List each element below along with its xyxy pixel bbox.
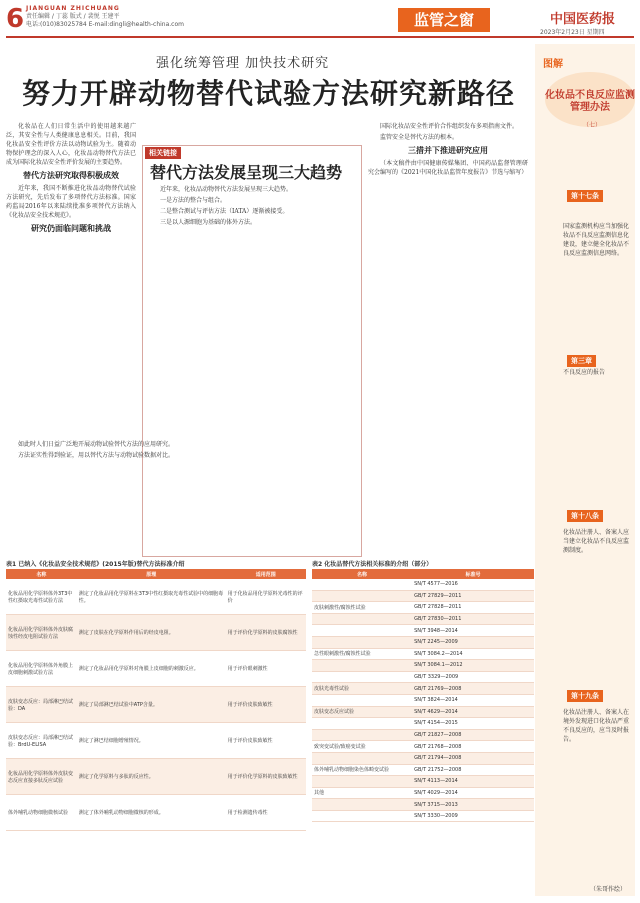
table-cell: SN/T 4029—2014 xyxy=(412,787,534,799)
table-cell: 体外哺乳动物细胞染色体畸变试验 xyxy=(312,764,412,776)
table-row xyxy=(312,683,534,695)
sidebar-title-line1: 化妆品不良反应监测 xyxy=(545,90,635,101)
editors: 责任编辑 / 丁蕊 版式 / 裴悦 王建平 xyxy=(26,13,120,20)
sidebar-item-label: 第三章 xyxy=(567,355,596,367)
table-cell: SN/T 3330—2009 xyxy=(412,810,534,822)
table-cell: GB/T 21752—2008 xyxy=(412,764,534,776)
table-cell: 化妆品用化学原料体外皮肤腐蚀性经皮电阻试验方法 xyxy=(6,615,77,651)
table-row xyxy=(312,810,534,822)
article-headline: 努力开辟动物替代试验方法研究新路径 xyxy=(22,77,516,110)
table-cell: SN/T 4154—2015 xyxy=(412,718,534,730)
paragraph: 近年来，我国不断推进化妆品动物替代试验方法研究，先后发布了多项替代方法标准。国家药监局2016年以来陆续批准多项替代方法纳入《化妆品安全技术规范》。 xyxy=(6,185,136,219)
table-row xyxy=(312,671,534,683)
table-cell: 用于评价化学原料的皮肤致敏性 xyxy=(226,759,306,795)
table-cell: 测定了皮肤在化学原料作用后的经皮电阻。 xyxy=(77,615,226,651)
sidebar-item-label: 第十八条 xyxy=(567,510,603,522)
table-cell: 用于化妆品用化学原料光毒性的评价 xyxy=(226,579,306,615)
date-line: 2023年2月23日 星期四 xyxy=(540,29,605,36)
table-cell: GB/T 21794—2008 xyxy=(412,752,534,764)
sidebar-item-text: 国家监测机构应当加强化妆品不良反应监测信息化建设，建立健全化妆品不良反应监测信息网络。 xyxy=(563,223,630,257)
paragraph: 一是方法的整合与组合。 xyxy=(160,197,227,204)
paragraph: 二是整合测试与评估方法（IATA）逐渐被接受。 xyxy=(160,208,289,215)
table1-caption: 表1 已纳入《化妆品安全技术规范》(2015年版)替代方法标准介绍 xyxy=(6,561,185,568)
table-cell xyxy=(312,776,412,788)
table-cell xyxy=(312,613,412,625)
paragraph: 近年来，化妆品动物替代方法发展呈现三大趋势。 xyxy=(160,186,293,193)
table-cell: SN/T 3715—2013 xyxy=(412,799,534,811)
table-cell: 体外哺乳动物细胞微核试验 xyxy=(6,795,77,831)
table-cell: 用于评价眼刺激性 xyxy=(226,651,306,687)
paragraph: 方法证实性得到验证，用以替代方法与动物试验数据对比。 xyxy=(18,452,175,459)
table-cell: 测定了化妆品用化学原料对角膜上皮细胞的刺激反应。 xyxy=(77,651,226,687)
contact: 电话:(010)83025784 E-mail:dingli@health-china.com xyxy=(26,21,184,28)
table-header: 名称 xyxy=(6,569,77,579)
table-cell: SN/T 4113—2014 xyxy=(412,776,534,788)
table-cell: SN/T 4577—2016 xyxy=(412,579,534,590)
table-cell xyxy=(312,729,412,741)
table-cell: 用于检测遗传毒性 xyxy=(226,795,306,831)
table-row xyxy=(312,590,534,602)
table-cell: 化妆品用化学原料体外角膜上皮细胞刺激试验方法 xyxy=(6,651,77,687)
sidebar-title xyxy=(545,72,635,127)
table-cell: 用于评价化学原料的皮肤腐蚀性 xyxy=(226,615,306,651)
table-cell: GB/T 3329—2009 xyxy=(412,671,534,683)
table-row xyxy=(312,764,534,776)
table-cell: SN/T 3948—2014 xyxy=(412,625,534,637)
paragraph: 化妆品在人们日常生活中的使用越来越广泛，其安全性与人类健康息息相关。目前，我国化妆品安全性评价方法以动物试验为主。随着动物保护理念的深入人心，化妆品动物替代方法已成为国际化妆品安全性评价发展的主要趋势。 xyxy=(6,123,136,166)
table-row xyxy=(6,651,306,687)
page-header xyxy=(0,0,640,38)
table-cell xyxy=(312,799,412,811)
sidebar-item-text: 化妆品注册人、备案人在境外发现进口化妆品严重不良反应的，应当及时报告。 xyxy=(563,709,630,743)
table-cell: GB/T 21768—2008 xyxy=(412,741,534,753)
section-title: 监管之窗 xyxy=(398,8,490,32)
paragraph: 如此时人们日益广泛地开展动物试验替代方法的应用研究。 xyxy=(18,441,175,448)
section-heading: 三措并下推进研究应用 xyxy=(408,145,488,155)
table-cell: GB/T 27830—2011 xyxy=(412,613,534,625)
header-divider xyxy=(6,36,634,38)
table-row xyxy=(6,759,306,795)
table-cell: 测定了化妆品用化学原料在3T3中性红摄取光毒性试验中的细胞毒性。 xyxy=(77,579,226,615)
table-row xyxy=(312,776,534,788)
table-cell: SN/T 4629—2014 xyxy=(412,706,534,718)
table-cell: SN/T 3824—2014 xyxy=(412,694,534,706)
table-row xyxy=(312,660,534,672)
table-row xyxy=(312,636,534,648)
table-row xyxy=(312,706,534,718)
sidebar-item-label: 第十九条 xyxy=(567,690,603,702)
table-row xyxy=(312,729,534,741)
table-cell: 皮肤变态反应：局部淋巴结试验：BrdU-ELISA xyxy=(6,723,77,759)
table-cell: SN/T 3084.2—2014 xyxy=(412,648,534,660)
table-row xyxy=(312,625,534,637)
article-column-4 xyxy=(368,122,528,562)
table2 xyxy=(312,569,534,822)
table-cell: GB/T 27828—2011 xyxy=(412,602,534,614)
table-cell xyxy=(312,590,412,602)
table-header: 适用范围 xyxy=(226,569,306,579)
sidebar-title-line2: 管理办法 xyxy=(570,102,610,113)
paragraph: （本文稿件由中国健康传媒集团、中国药品监督管理研究会编写的《2021中国化妆品监管年度报告》节选与缩写） xyxy=(368,160,528,176)
section-heading: 研究仍面临问题和挑战 xyxy=(31,223,111,233)
sidebar-author: （朱哥作绘） xyxy=(590,886,627,893)
section-heading: 替代方法研究取得积极成效 xyxy=(23,170,119,180)
table-row xyxy=(6,795,306,831)
table-cell xyxy=(312,752,412,764)
table-header: 原理 xyxy=(77,569,226,579)
table-cell: 测定了淋巴结细胞增殖情况。 xyxy=(77,723,226,759)
sidebar-item-text: 不良反应的报告 xyxy=(563,369,606,376)
table2-caption: 表2 化妆品替代方法相关标准的介绍（部分） xyxy=(312,561,433,568)
table-cell xyxy=(312,625,412,637)
table-cell: 致突变试验/致癌变试验 xyxy=(312,741,412,753)
table-cell: 测定了化学原料与多肽的反应性。 xyxy=(77,759,226,795)
sidebar-panel xyxy=(535,44,635,896)
table-cell: 用于评价皮肤致敏性 xyxy=(226,687,306,723)
table-row xyxy=(6,615,306,651)
table1 xyxy=(6,569,306,831)
table-cell: 皮肤刺激性/腐蚀性试验 xyxy=(312,602,412,614)
page-number: 6 xyxy=(6,4,25,34)
table-row xyxy=(6,723,306,759)
editor-info xyxy=(26,5,184,29)
sidebar-tag: 图解 xyxy=(543,59,563,70)
table-row xyxy=(312,602,534,614)
sidebar-series-number: （七） xyxy=(583,122,602,129)
table-row xyxy=(312,752,534,764)
table-cell xyxy=(312,694,412,706)
table-header: 名称 xyxy=(312,569,412,579)
table-row xyxy=(6,579,306,615)
related-link-tag: 相关链接 xyxy=(145,147,181,159)
table-cell: GB/T 21827—2008 xyxy=(412,729,534,741)
table-cell xyxy=(312,660,412,672)
table-cell: 化妆品用化学原料体外3T3中性红摄取光毒性试验方法 xyxy=(6,579,77,615)
table-cell: SN/T 2245—2009 xyxy=(412,636,534,648)
table-row xyxy=(312,741,534,753)
sidebar-item-label: 第十七条 xyxy=(567,190,603,202)
table-cell: GB/T 27829—2011 xyxy=(412,590,534,602)
table-cell xyxy=(312,718,412,730)
article-subtitle: 强化统筹管理 加快技术研究 xyxy=(156,56,330,71)
table-cell: 急性眼刺激性/腐蚀性试验 xyxy=(312,648,412,660)
paragraph: 三是以人源细胞为基础的体外方法。 xyxy=(160,219,257,226)
table-row xyxy=(312,799,534,811)
table-cell: 其他 xyxy=(312,787,412,799)
related-link-headline: 替代方法发展呈现三大趋势 xyxy=(150,163,343,182)
table-row xyxy=(312,613,534,625)
paragraph: 国际化妆品安全性评价合作组织发布多项指南文件。 xyxy=(380,123,519,130)
table-cell: SN/T 3084.1—2012 xyxy=(412,660,534,672)
table-row xyxy=(6,687,306,723)
table-row xyxy=(312,648,534,660)
table-cell: 测定了体外哺乳动物细胞微核的形成。 xyxy=(77,795,226,831)
article-column-3b xyxy=(6,440,306,540)
table-header: 标准号 xyxy=(412,569,534,579)
paragraph: 监管安全是替代方法的根本。 xyxy=(380,134,459,141)
paper-name: 中国医药报 xyxy=(550,12,616,27)
table-cell xyxy=(312,579,412,590)
table-row xyxy=(312,787,534,799)
table-cell: 化妆品用化学原料体外皮肤变态反应直接多肽反应试验 xyxy=(6,759,77,795)
table-cell: GB/T 21769—2008 xyxy=(412,683,534,695)
table-cell xyxy=(312,636,412,648)
table-cell: 皮肤变态反应试验 xyxy=(312,706,412,718)
table-row xyxy=(312,694,534,706)
table-cell xyxy=(312,810,412,822)
table-cell xyxy=(312,671,412,683)
table-row xyxy=(312,718,534,730)
sidebar-item-text: 化妆品注册人、备案人应当建立化妆品不良反应监测制度。 xyxy=(563,529,630,554)
table-cell: 皮肤变态反应：局部淋巴结试验：DA xyxy=(6,687,77,723)
table-cell: 测定了局部淋巴结试验中ATP含量。 xyxy=(77,687,226,723)
section-pinyin: JIANGUAN ZHICHUANG xyxy=(26,5,120,12)
table-cell: 用于评价皮肤致敏性 xyxy=(226,723,306,759)
table-cell: 皮肤光毒性试验 xyxy=(312,683,412,695)
table-row xyxy=(312,579,534,590)
